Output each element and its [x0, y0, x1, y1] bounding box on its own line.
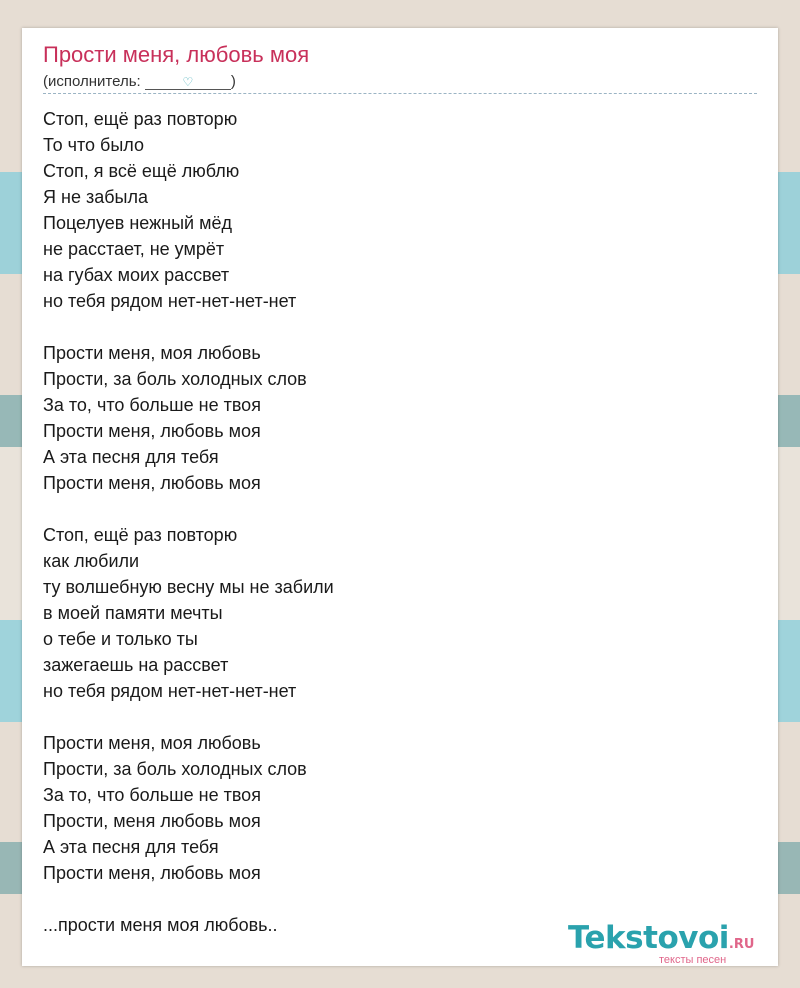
lyric-line: Стоп, ещё раз повторю [43, 525, 238, 545]
lyrics-stanza [43, 340, 743, 496]
lyrics-stanza [43, 106, 743, 314]
artist-suffix: ) [230, 73, 236, 90]
lyric-line: Прости, за боль холодных слов [43, 369, 307, 389]
lyric-line: на губах моих рассвет [43, 265, 230, 285]
lyric-line: как любили [43, 551, 140, 571]
lyric-line: зажегаешь на рассвет [43, 655, 229, 675]
lyrics-stanza [43, 730, 743, 886]
lyric-line: Прости, меня любовь моя [43, 811, 261, 831]
artist-prefix: (исполнитель: [43, 73, 145, 90]
lyric-line: Прости меня, моя любовь [43, 343, 261, 363]
lyric-line: Стоп, ещё раз повторю [43, 109, 238, 129]
lyric-line: но тебя рядом нет-нет-нет-нет [43, 291, 297, 311]
lyric-line: ту волшебную весну мы не забили [43, 577, 334, 597]
lyrics-stanza [43, 522, 743, 704]
title-divider [43, 93, 757, 94]
lyric-line: Прости меня, любовь моя [43, 863, 261, 883]
logo-domain: .RU [728, 937, 755, 952]
lyric-line: Я не забыла [43, 187, 148, 207]
lyric-line: но тебя рядом нет-нет-нет-нет [43, 681, 297, 701]
lyric-line: Прости меня, любовь моя [43, 421, 261, 441]
heart-icon: ♡ [182, 75, 194, 89]
lyric-line: не расстает, не умрёт [43, 239, 225, 259]
lyric-line: о тебе и только ты [43, 629, 198, 649]
lyric-line: А эта песня для тебя [43, 837, 219, 857]
lyric-line: За то, что больше не твоя [43, 395, 261, 415]
artist-line [43, 73, 236, 90]
lyric-line: Прости меня, моя любовь [43, 733, 261, 753]
lyric-line: ...прости меня моя любовь.. [43, 915, 278, 935]
lyric-line: Прости, за боль холодных слов [43, 759, 307, 779]
lyrics-body [43, 106, 743, 964]
lyric-line: Прости меня, любовь моя [43, 473, 261, 493]
lyrics-sheet [22, 28, 778, 966]
lyric-line: За то, что больше не твоя [43, 785, 261, 805]
site-logo[interactable] [568, 920, 755, 966]
logo-subtitle: тексты песен [659, 954, 727, 966]
lyric-line: А эта песня для тебя [43, 447, 219, 467]
logo-wordmark: Tekstovoi [568, 920, 729, 956]
lyric-line: То что было [43, 135, 144, 155]
lyric-line: в моей памяти мечты [43, 603, 223, 623]
lyric-line: Поцелуев нежный мёд [43, 213, 232, 233]
song-title: Прости меня, любовь моя [43, 42, 310, 67]
artist-blank [145, 75, 231, 90]
lyric-line: Стоп, я всё ещё люблю [43, 161, 240, 181]
